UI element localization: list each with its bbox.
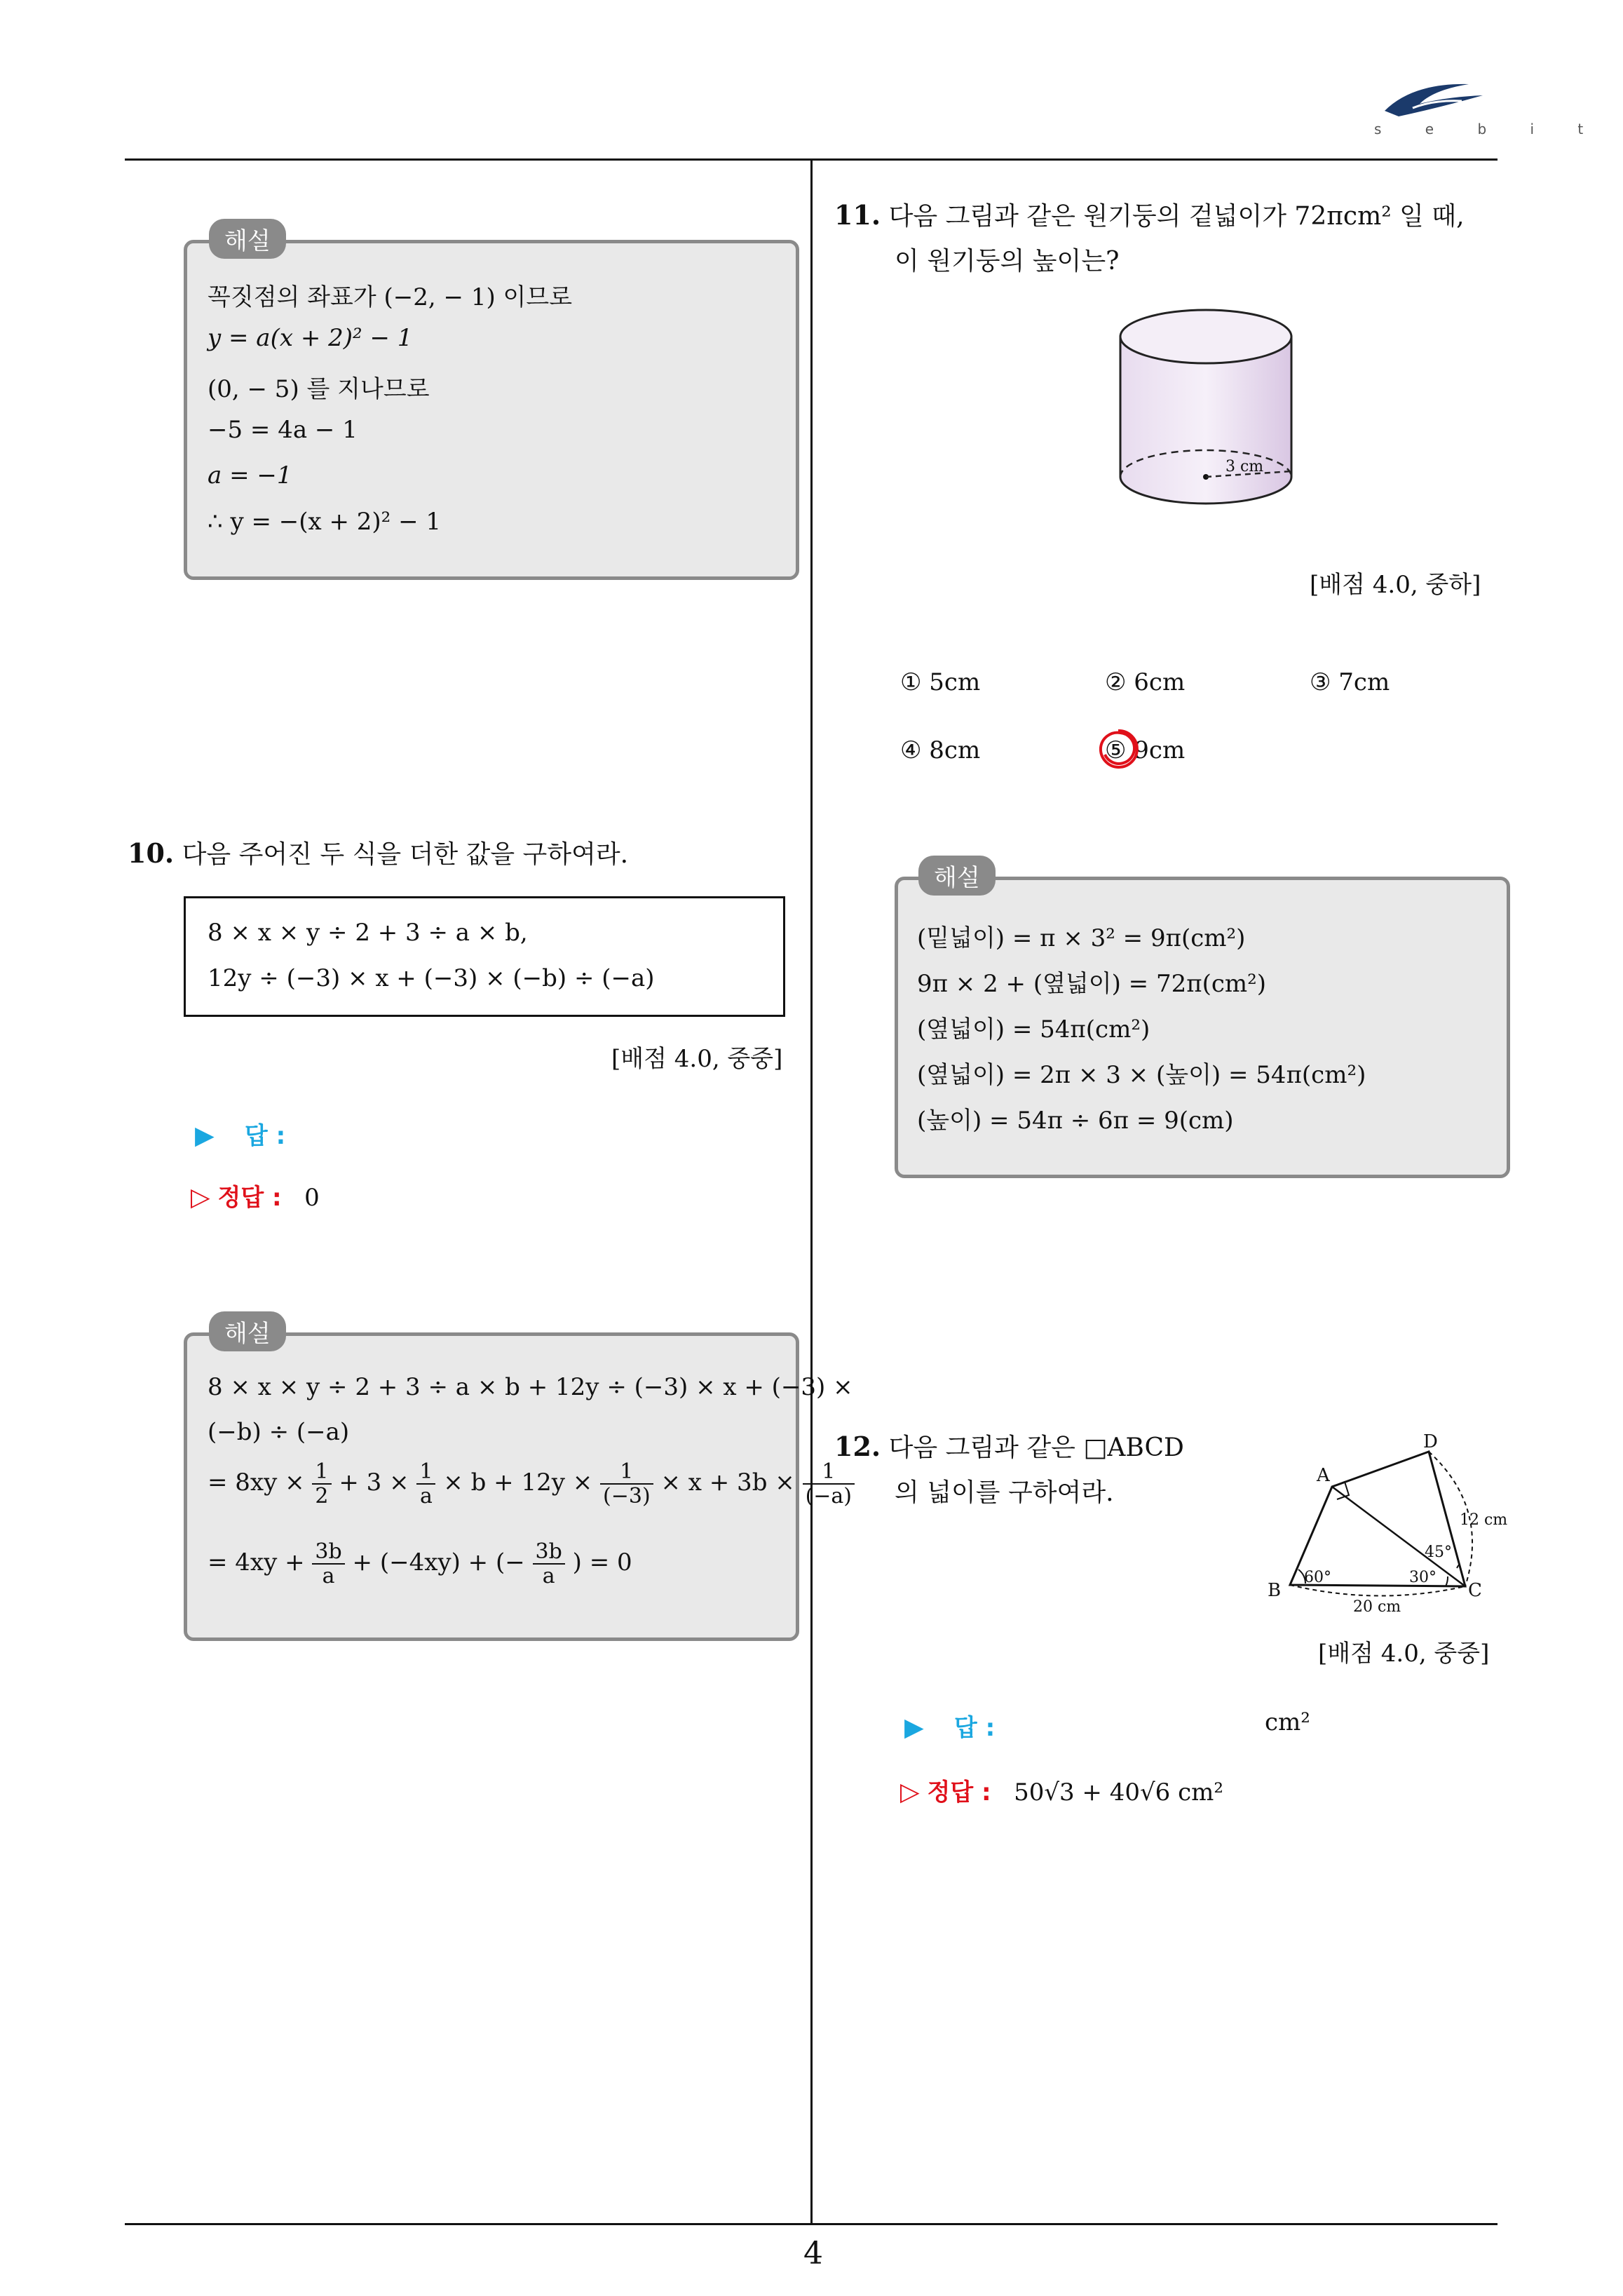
angle-c-label: 30° [1409,1569,1437,1586]
q12-unit: cm² [1265,1708,1310,1736]
angle-c2-label: 45° [1425,1544,1452,1561]
q9-solution-line: −5 = 4a − 1 [208,416,358,444]
play-outline-icon: ▷ [191,1183,210,1212]
expr-part: × b + 12y × [443,1468,593,1497]
q10-score: [배점 4.0, 중중] [611,1045,783,1073]
selected-answer-circle-icon [1095,727,1141,773]
play-outline-icon: ▷ [900,1778,920,1807]
q12-answer-unit [1265,1708,1310,1736]
q12-score: [배점 4.0, 중중] [1318,1640,1490,1668]
q11-solution-line: (밑넓이) = π × 3² = 9π(cm²) [917,924,1246,952]
q9-solution-line: y = a(x + 2)² − 1 [208,324,413,352]
fraction [600,1460,653,1508]
denominator: (−3) [603,1484,651,1508]
q12-number: 12. [834,1431,881,1462]
fraction [312,1540,344,1588]
footer-rule [125,2223,1498,2225]
fraction [312,1460,331,1508]
denominator: a [322,1564,335,1588]
q9-solution-tag: 해설 [209,219,286,259]
expr-part: = 4xy + [208,1548,305,1576]
denominator: a [419,1484,433,1508]
expr-part: + (−4xy) + (− [352,1548,525,1576]
q12-question-text: 다음 그림과 같은 □ABCD [888,1433,1184,1462]
q9-solution-line: ∴ y = −(x + 2)² − 1 [208,508,442,536]
q12-question-line1 [834,1428,1184,1464]
q11-option-4[interactable]: ④ 8cm [900,736,981,764]
expr-part: ) = 0 [572,1548,632,1576]
q10-expression-box [184,896,785,1017]
q10-solution-line1: 8 × x × y ÷ 2 + 3 ÷ a × b + 12y ÷ (−3) × x + (−3) × [208,1373,853,1401]
q11-solution-line: 9π × 2 + (옆넓이) = 72π(cm²) [917,970,1267,998]
q10-question [128,835,628,870]
q10-correct-value: 0 [304,1184,320,1212]
page-number: 4 [803,2236,823,2271]
q11-option-3[interactable]: ③ 7cm [1310,668,1390,696]
q9-solution-line: 꼭짓점의 좌표가 (−2, − 1) 이므로 [208,283,573,311]
expr-part: = 8xy × [208,1468,305,1497]
q12-answer-label: 답 : [953,1714,996,1742]
q12-correct-value: 50√3 + 40√6 cm² [1014,1778,1224,1807]
fraction [416,1460,435,1508]
q10-solution-line3 [208,1460,855,1508]
vertex-c-label: C [1468,1580,1482,1601]
q12-question-line2: 의 넓이를 구하여라. [895,1478,1114,1507]
denominator: 2 [315,1484,329,1508]
denominator: (−a) [805,1484,853,1508]
q10-expression-line1: 8 × x × y ÷ 2 + 3 ÷ a × b, [208,919,528,947]
q12-correct-row [900,1773,1223,1807]
play-icon: ▶ [195,1121,215,1150]
side-bc-label: 20 cm [1353,1598,1401,1613]
q11-question-text: 다음 그림과 같은 원기둥의 겉넓이가 72πcm² 일 때, [888,202,1465,231]
fraction [803,1460,855,1508]
q9-solution-line: (0, − 5) 를 지나므로 [208,375,430,403]
logo-text: s e b i t [1374,121,1603,137]
q10-number: 10. [128,837,175,869]
q11-solution-line: (옆넓이) = 54π(cm²) [917,1015,1150,1044]
q10-answer-label: 답 : [244,1122,286,1150]
q11-number: 11. [834,199,881,231]
q10-solution-line2: (−b) ÷ (−a) [208,1418,350,1446]
q11-solution-tag: 해설 [918,856,996,896]
cylinder-radius-label: 3 cm [1225,458,1264,475]
expr-part: × x + 3b × [660,1468,795,1497]
column-divider [810,158,813,2225]
numerator: 1 [600,1460,653,1485]
q11-score: [배점 4.0, 중하] [1310,571,1481,599]
q11-question-line2: 이 원기둥의 높이는? [895,247,1120,276]
numerator: 1 [416,1460,435,1485]
q10-question-text: 다음 주어진 두 식을 더한 값을 구하여라. [182,840,629,869]
side-cd-label: 12 cm [1460,1511,1507,1529]
q11-option-1[interactable]: ① 5cm [900,668,981,696]
denominator: a [542,1564,555,1588]
numerator: 3b [533,1540,565,1565]
q10-expression-line2: 12y ÷ (−3) × x + (−3) × (−b) ÷ (−a) [208,964,655,992]
q10-correct-row [191,1178,320,1213]
numerator: 3b [312,1540,344,1565]
vertex-b-label: B [1268,1580,1282,1601]
q9-solution-line: a = −1 [208,461,292,489]
q12-correct-label: 정답 : [927,1778,991,1807]
q11-option-2[interactable]: ② 6cm [1105,668,1186,696]
numerator: 1 [312,1460,331,1485]
q10-answer-row [195,1116,285,1151]
numerator: 1 [803,1460,855,1485]
q11-option-5[interactable]: ⑤ 9cm [1105,736,1186,764]
cylinder-figure [1108,309,1318,519]
quadrilateral-figure [1248,1431,1507,1613]
fraction [533,1540,565,1588]
q11-question-line1 [834,196,1465,232]
vertex-a-label: A [1317,1465,1330,1486]
angle-b-label: 60° [1304,1569,1331,1586]
play-icon: ▶ [904,1713,924,1742]
q10-correct-label: 정답 : [217,1184,282,1212]
q12-answer-row [904,1708,995,1743]
expr-part: + 3 × [339,1468,409,1497]
q10-solution-line4 [208,1540,632,1588]
vertex-d-label: D [1423,1431,1438,1452]
q11-solution-line: (옆넓이) = 2π × 3 × (높이) = 54π(cm²) [917,1061,1366,1089]
q10-solution-tag: 해설 [209,1311,286,1351]
q11-solution-line: (높이) = 54π ÷ 6π = 9(cm) [917,1107,1234,1135]
